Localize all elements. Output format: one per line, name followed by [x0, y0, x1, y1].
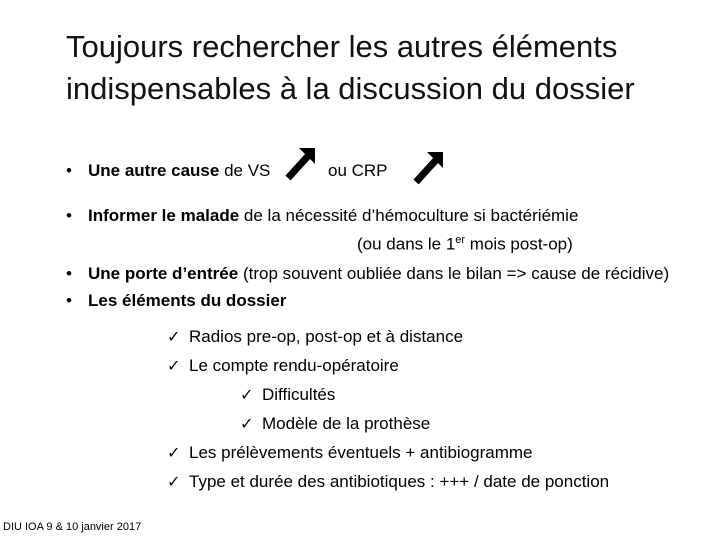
bullet-elements-bold: Les éléments du dossier — [88, 291, 287, 310]
up-right-arrow-icon — [282, 146, 318, 182]
bullet-cause-or: ou CRP — [328, 161, 388, 180]
slide-title — [66, 26, 706, 110]
bullet-cause-bold: Une autre cause — [88, 161, 220, 180]
bullet-porte — [66, 263, 669, 285]
footer: DIU IOA 9 & 10 janvier 2017 — [3, 521, 142, 533]
bullet-informer-line2 — [357, 229, 573, 256]
bullet-informer — [66, 205, 578, 227]
bullet-porte-text: (trop souvent oubliée dans le bilan => cause de récidive) — [242, 264, 670, 283]
check-icon: ✓ — [167, 358, 181, 375]
bullet-cause — [66, 160, 270, 182]
check-item-text: Difficultés — [262, 385, 336, 404]
bullet-marker: • — [66, 161, 72, 180]
check-item — [167, 326, 463, 349]
check-item-text: Les prélèvements éventuels + antibiogramme — [189, 443, 533, 462]
title-line-1: Toujours rechercher les autres éléments — [66, 29, 618, 64]
check-icon: ✓ — [167, 445, 181, 462]
bullet-porte-bold: Une porte d’entrée — [88, 264, 239, 283]
bullet-informer-text: de la nécessité d’hémoculture si bactériémie — [243, 206, 579, 225]
bullet-cause-text: de VS — [224, 161, 271, 180]
check-subitem — [240, 413, 430, 436]
title-line-2: indispensables à la discussion du dossier — [66, 71, 635, 106]
check-item-text: Type et durée des antibiotiques : +++ / date de ponction — [189, 472, 610, 491]
check-item — [167, 355, 399, 378]
informer-line2-post: mois post-op) — [465, 234, 573, 254]
check-item-text: Modèle de la prothèse — [262, 414, 431, 433]
check-item — [167, 471, 609, 494]
check-subitem — [240, 384, 335, 407]
check-item-text: Le compte rendu-opératoire — [189, 356, 399, 375]
up-right-arrow-icon — [410, 150, 446, 186]
check-icon: ✓ — [167, 329, 181, 346]
informer-line2-pre: (ou dans le 1 — [357, 234, 456, 254]
check-item — [167, 442, 533, 465]
check-icon: ✓ — [240, 416, 254, 433]
bullet-elements — [66, 290, 286, 312]
bullet-marker: • — [66, 291, 72, 310]
bullet-marker: • — [66, 264, 72, 283]
bullet-informer-bold: Informer le malade — [88, 206, 240, 225]
check-item-text: Radios pre-op, post-op et à distance — [189, 327, 464, 346]
informer-line2-sup: er — [455, 234, 466, 246]
bullet-marker: • — [66, 206, 72, 225]
check-icon: ✓ — [240, 387, 254, 404]
check-icon: ✓ — [167, 474, 181, 491]
